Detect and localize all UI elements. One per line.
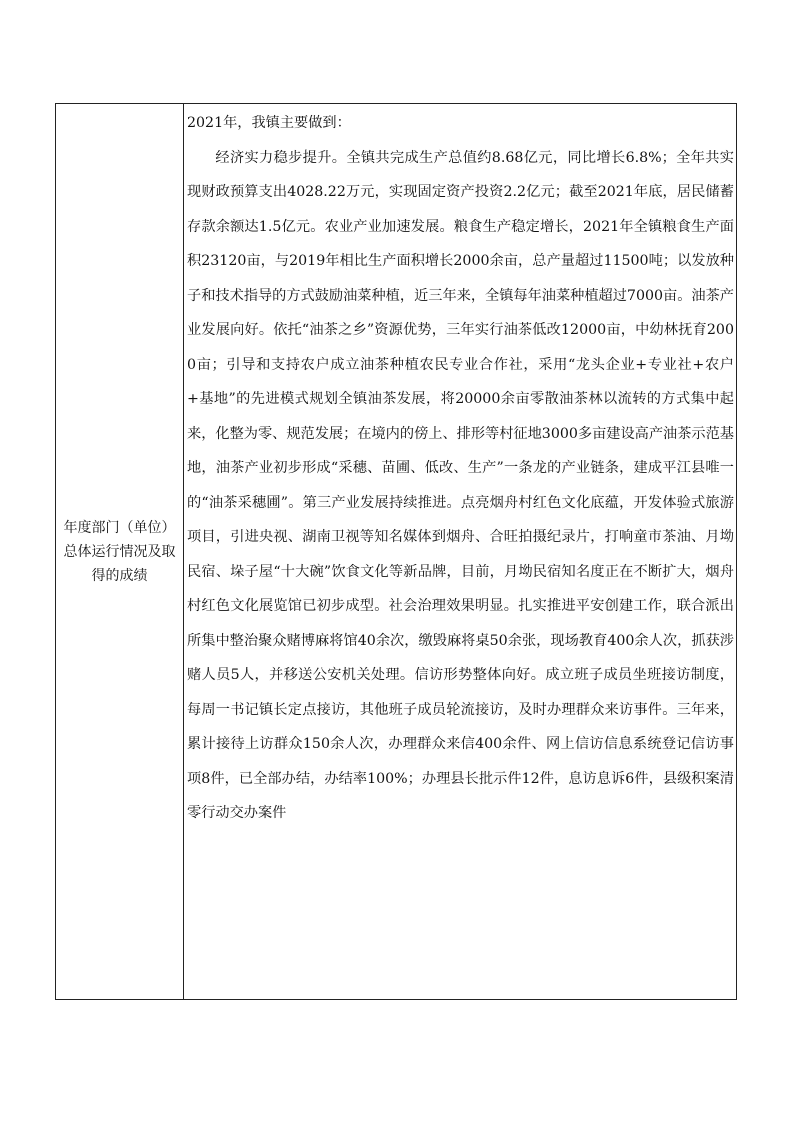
row-label-cell <box>56 104 183 999</box>
intro-line: 2021年，我镇主要做到： <box>187 115 351 131</box>
content-cell <box>184 104 737 999</box>
content-text <box>187 106 734 831</box>
row-label: 年度部门（单位）总体运行情况及取得的成绩 <box>63 519 176 584</box>
report-table <box>55 103 737 1000</box>
body-paragraph: 经济实力稳步提升。全镇共完成生产总值约8.68亿元，同比增长6.8%；全年共实现财政预算支出4028.22万元，实现固定资产投资2.2亿元；截至2021年底，居民储蓄存款余额达1.5亿元。农业产业加速发展。粮食生产稳定增长，2021年全镇粮食生产面积23120亩，与2019年相比生产面积增长2000余亩，总产量超过11500吨；以发放种子和技术指导的方式鼓励油菜种植，近三年来，全镇每年油菜种植超过7000亩。油茶产业发展向好。依托“油茶之乡”资源优势，三年实行油茶低改12000亩，中幼林抚育2000亩；引导和支持农户成立油茶种植农民专业合作社，采用“龙头企业+专业社+农户+基地”的先进模式规划全镇油茶发展，将20000余亩零散油茶林以流转的方式集中起来，化整为零、规范发展；在境内的傍上、排形等村征地3000多亩建设高产油茶示范基地，油茶产业初步形成“采穗、苗圃、低改、生产”一条龙的产业链条，建成平江县唯一的“油茶采穗圃”。第三产业发展持续推进。点亮烟舟村红色文化底蕴，开发体验式旅游项目，引进央视、湖南卫视等知名媒体到烟舟、合旺拍摄纪录片，打响童市茶油、月坳民宿、垛子屋“十大碗”饮食文化等新品牌，目前，月坳民宿知名度正在不断扩大，烟舟村红色文化展览馆已初步成型。社会治理效果明显。扎实推进平安创建工作，联合派出所集中整治聚众赌博麻将馆40余次，缴毁麻将桌50余张，现场教育400余人次，抓获涉赌人员5人，并移送公安机关处理。信访形势整体向好。成立班子成员坐班接访制度，每周一书记镇长定点接访，其他班子成员轮流接访，及时办理群众来访事件。三年来，累计接待上访群众150余人次，办理群众来信400余件、网上信访信息系统登记信访事项8件，已全部办结，办结率100%；办理县长批示件12件，息访息诉6件，县级积案清零行动交办案件 <box>187 149 734 821</box>
